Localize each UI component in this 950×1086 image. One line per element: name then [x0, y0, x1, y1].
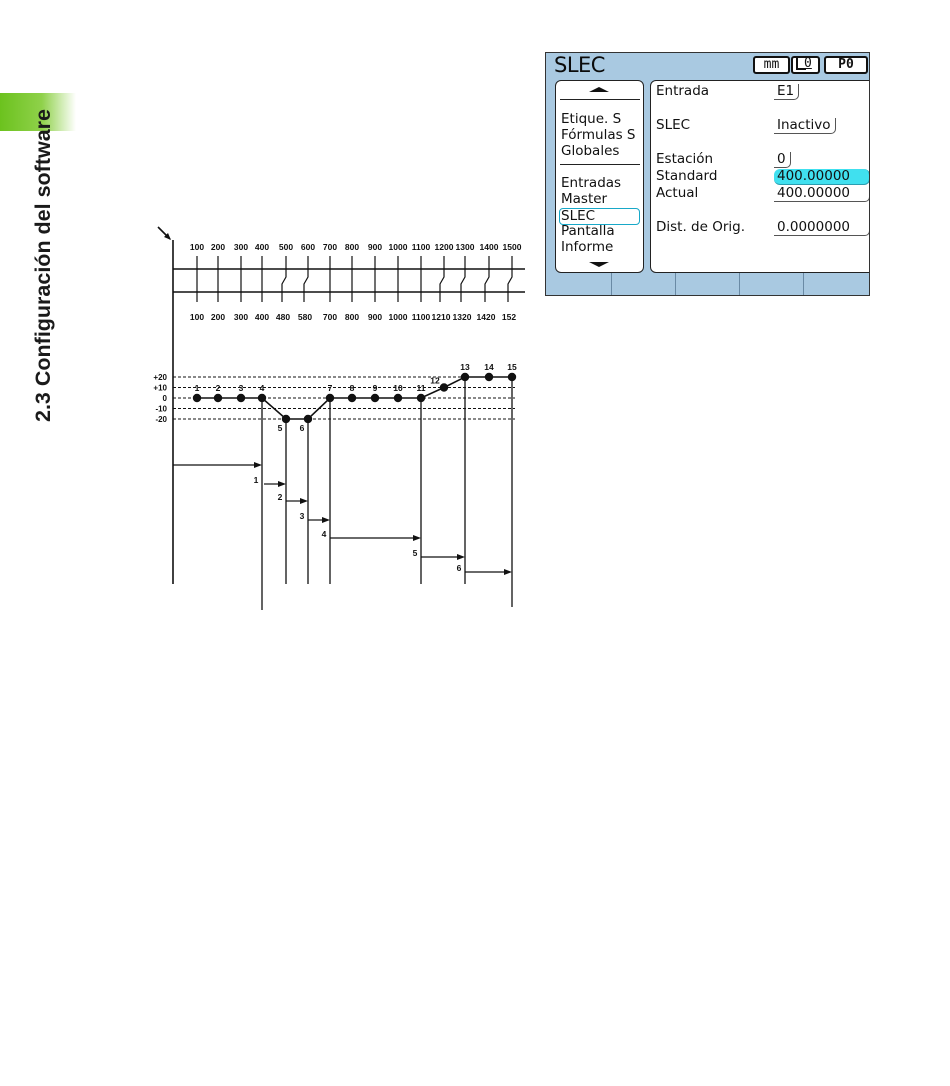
scale-tick	[282, 256, 286, 302]
segment-arrow-head	[278, 481, 286, 487]
unit-indicator[interactable]: mm	[753, 56, 790, 74]
top-scale-label: 600	[300, 242, 316, 252]
point-label: 2	[215, 383, 221, 393]
segment-arrow-head	[413, 535, 421, 541]
point-label: 1	[194, 383, 200, 393]
top-scale-label: 800	[344, 242, 360, 252]
detail-panel	[650, 80, 870, 273]
point-label: 15	[507, 362, 517, 372]
top-scale-label: 1000	[388, 242, 408, 252]
diagram-arrow-icon	[158, 227, 171, 240]
softkey-4[interactable]	[740, 273, 804, 296]
standard-value[interactable]: 400.00000	[774, 169, 870, 185]
slec-label: SLEC	[656, 117, 691, 133]
top-scale-label: 1500	[502, 242, 522, 252]
estacion-label: Estación	[656, 151, 714, 167]
point-label: 12	[430, 375, 440, 386]
deviation-label: +20	[153, 373, 167, 382]
scroll-down-icon[interactable]	[589, 262, 609, 267]
data-point	[440, 383, 448, 391]
bottom-scale-label: 400	[254, 312, 270, 322]
dist-orig-label: Dist. de Orig.	[656, 219, 746, 235]
deviation-label: +10	[153, 383, 167, 393]
bottom-scale-label: 300	[233, 312, 249, 322]
segment-label: 5	[412, 548, 418, 558]
point-label: 7	[327, 383, 333, 393]
deviation-label: -10	[155, 404, 167, 414]
point-label: 14	[484, 362, 494, 372]
point-label: 9	[372, 383, 378, 393]
top-scale-label: 1400	[479, 242, 499, 252]
menu-item-globales[interactable]: Globales	[561, 143, 620, 159]
top-scale-label: 1200	[434, 242, 454, 252]
softkey-3[interactable]	[676, 273, 740, 296]
top-scale-label: 100	[189, 242, 205, 252]
entrada-label: Entrada	[656, 83, 710, 99]
segment-arrow-head	[322, 517, 330, 523]
bottom-scale-label: 800	[344, 312, 360, 322]
bottom-scale-label: 1210	[431, 312, 451, 322]
slec-value[interactable]: Inactivo	[774, 118, 836, 134]
softkey-1[interactable]	[548, 273, 612, 296]
bottom-scale-label: 152	[501, 312, 517, 322]
data-point	[214, 394, 222, 402]
screen-title: SLEC	[554, 53, 605, 77]
menu-panel	[555, 80, 644, 273]
bottom-scale-label: 1000	[388, 312, 408, 322]
segment-arrow-head	[457, 554, 465, 560]
segment-label: 2	[277, 492, 283, 502]
point-label: 10	[393, 383, 403, 393]
data-point	[348, 394, 356, 402]
segment-arrow-head	[300, 498, 308, 504]
datum-value: 0	[804, 56, 812, 71]
scale-tick	[461, 256, 465, 302]
top-scale-label: 200	[210, 242, 226, 252]
point-label: 11	[416, 383, 426, 393]
point-label: 5	[277, 423, 283, 433]
top-scale-label: 1300	[455, 242, 475, 252]
section-title: 2.3 Configuración del software	[31, 109, 55, 422]
datum-indicator[interactable]	[791, 56, 820, 74]
menu-item-formulas[interactable]: Fórmulas S	[561, 127, 636, 143]
segment-label: 1	[253, 475, 259, 485]
point-label: 6	[299, 423, 305, 433]
slec-diagram	[140, 222, 525, 614]
deviation-label: -20	[155, 415, 167, 424]
bottom-scale-label: 1320	[452, 312, 472, 322]
top-scale-label: 500	[278, 242, 294, 252]
top-scale-label: 700	[322, 242, 338, 252]
bottom-scale-label: 1100	[411, 312, 431, 322]
actual-label: Actual	[656, 185, 699, 201]
segment-label: 6	[456, 563, 462, 573]
data-point	[394, 394, 402, 402]
data-point	[193, 394, 201, 402]
menu-separator	[560, 99, 640, 100]
deviation-label: 0	[162, 394, 167, 403]
standard-label: Standard	[656, 168, 718, 184]
data-point	[485, 373, 493, 381]
dist-orig-value[interactable]: 0.0000000	[774, 220, 870, 236]
point-label: 4	[259, 383, 265, 393]
scale-tick	[440, 256, 444, 302]
menu-item-etique[interactable]: Etique. S	[561, 111, 622, 127]
segment-label: 4	[321, 529, 327, 539]
scale-tick	[485, 256, 489, 302]
bottom-scale-label: 900	[367, 312, 383, 322]
top-scale-label: 1100	[411, 242, 431, 252]
bottom-scale-label: 480	[275, 312, 291, 322]
device-screen	[545, 52, 870, 296]
bottom-scale-label: 200	[210, 312, 226, 322]
menu-item-entradas[interactable]: Entradas	[561, 175, 622, 191]
bottom-scale-label: 580	[297, 312, 313, 322]
bottom-scale-label: 1420	[476, 312, 496, 322]
scroll-up-icon[interactable]	[589, 87, 609, 92]
reference-arrow-head	[254, 462, 262, 468]
menu-item-master[interactable]: Master	[561, 191, 608, 207]
data-point	[371, 394, 379, 402]
data-point	[237, 394, 245, 402]
entrada-value[interactable]: E1	[774, 84, 799, 100]
scale-tick	[304, 256, 308, 302]
segment-arrow-head	[504, 569, 512, 575]
part-indicator[interactable]: P0	[824, 56, 868, 74]
bottom-scale-label: 100	[189, 312, 205, 322]
top-scale-label: 900	[367, 242, 383, 252]
actual-value[interactable]: 400.00000	[774, 186, 870, 202]
menu-separator	[560, 164, 640, 165]
segment-label: 3	[299, 511, 305, 521]
scale-tick	[508, 256, 512, 302]
menu-item-informe[interactable]: Informe	[561, 239, 614, 255]
top-scale-label: 300	[233, 242, 249, 252]
menu-item-pantalla[interactable]: Pantalla	[561, 223, 615, 239]
point-label: 8	[349, 383, 355, 393]
top-scale-label: 400	[254, 242, 270, 252]
softkey-5[interactable]	[804, 273, 868, 296]
estacion-value[interactable]: 0	[774, 152, 791, 168]
point-label: 3	[238, 383, 244, 393]
softkey-2[interactable]	[612, 273, 676, 296]
point-label: 13	[460, 362, 470, 372]
bottom-scale-label: 700	[322, 312, 338, 322]
menu-item-slec[interactable]: SLEC	[559, 208, 640, 225]
